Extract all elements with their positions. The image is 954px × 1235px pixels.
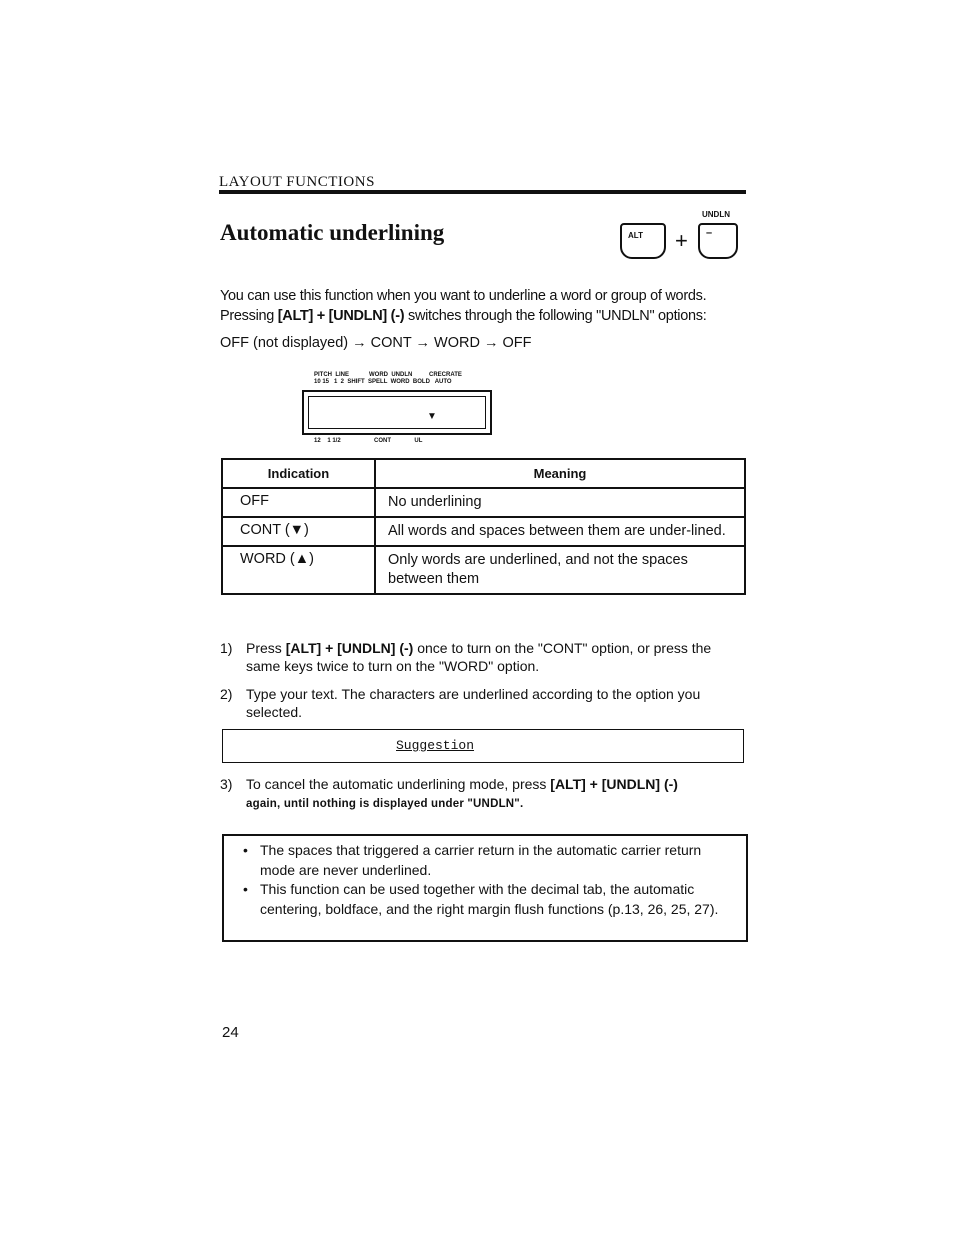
table-header-row bbox=[222, 459, 745, 488]
plus-sign: + bbox=[675, 228, 688, 253]
step-text: To cancel the automatic underlining mode, press bbox=[246, 776, 551, 792]
step-number: 1) bbox=[220, 640, 233, 656]
step-text: Type your text. The characters are underlined according to the option you selected. bbox=[246, 686, 701, 720]
lcd-top-row2: 10 15 1 2 SHIFT SPELL WORD BOLD AUTO bbox=[314, 379, 452, 385]
intro-text-before: You can use this function when you want to underline a word or group of words. Pressing bbox=[220, 288, 707, 324]
indication-table bbox=[221, 458, 746, 595]
step-number: 2) bbox=[220, 686, 233, 702]
alt-key-label: ALT bbox=[628, 231, 643, 240]
step-text: again, until nothing is displayed under "UNDLN". bbox=[246, 798, 524, 810]
intro-text-after: switches through the following "UNDLN" options: bbox=[404, 308, 707, 324]
step-2 bbox=[220, 685, 748, 721]
header-meaning: Meaning bbox=[375, 459, 745, 488]
lcd-top-row1: PITCH LINE WORD UNDLN CRECRATE bbox=[314, 372, 462, 378]
note-item: • The spaces that triggered a carrier return in the automatic carrier return mode are never underlined. bbox=[260, 841, 734, 880]
example-box bbox=[222, 729, 744, 763]
meaning-cell: No underlining bbox=[375, 488, 745, 517]
step-1 bbox=[220, 639, 748, 675]
lcd-screen bbox=[308, 396, 486, 429]
undln-key-icon bbox=[698, 223, 738, 259]
step-text: Press bbox=[246, 640, 286, 656]
intro-paragraph bbox=[220, 286, 750, 326]
step-keys: [ALT] + [UNDLN] (-) bbox=[550, 776, 678, 792]
alt-key-icon bbox=[620, 223, 666, 259]
table-row bbox=[222, 517, 745, 546]
lcd-display bbox=[302, 390, 492, 435]
indication-cell: OFF bbox=[222, 488, 375, 517]
indication-cell: WORD (▲) bbox=[222, 546, 375, 594]
note-box bbox=[222, 834, 748, 942]
indication-cell: CONT (▼) bbox=[222, 517, 375, 546]
meaning-cell: All words and spaces between them are under-lined. bbox=[375, 517, 745, 546]
lcd-top-labels bbox=[314, 372, 462, 386]
intro-keys: [ALT] + [UNDLN] (-) bbox=[277, 308, 405, 324]
option-sequence: OFF (not displayed) → CONT → WORD → OFF bbox=[220, 335, 532, 351]
undln-key-cap-label: – bbox=[706, 227, 713, 239]
table-row bbox=[222, 546, 745, 594]
undln-key-label: UNDLN bbox=[702, 210, 730, 219]
step-number: 3) bbox=[220, 776, 233, 792]
step-keys: [ALT] + [UNDLN] (-) bbox=[285, 640, 414, 656]
header-rule bbox=[219, 190, 746, 194]
lcd-bottom-labels: 12 1 1/2 CONT UL bbox=[314, 438, 423, 444]
table-row bbox=[222, 488, 745, 517]
meaning-cell: Only words are underlined, and not the spaces between them bbox=[375, 546, 745, 594]
note-item: • This function can be used together with the decimal tab, the automatic centering, boldface, and the right margin flush functions (p.13, 26, 25, 27). bbox=[260, 880, 734, 919]
step-3 bbox=[220, 775, 748, 813]
example-underlined-text: Suggestion bbox=[396, 738, 475, 753]
section-header: LAYOUT FUNCTIONS bbox=[219, 174, 375, 190]
header-indication: Indication bbox=[222, 459, 375, 488]
note-list bbox=[242, 841, 734, 919]
cont-indicator-icon: ▼ bbox=[427, 411, 437, 422]
page-number: 24 bbox=[222, 1024, 239, 1041]
step-text: once to turn on the "CONT" option, or press the same keys twice to turn on the "WORD" option. bbox=[246, 640, 712, 674]
page-title: Automatic underlining bbox=[220, 220, 445, 245]
